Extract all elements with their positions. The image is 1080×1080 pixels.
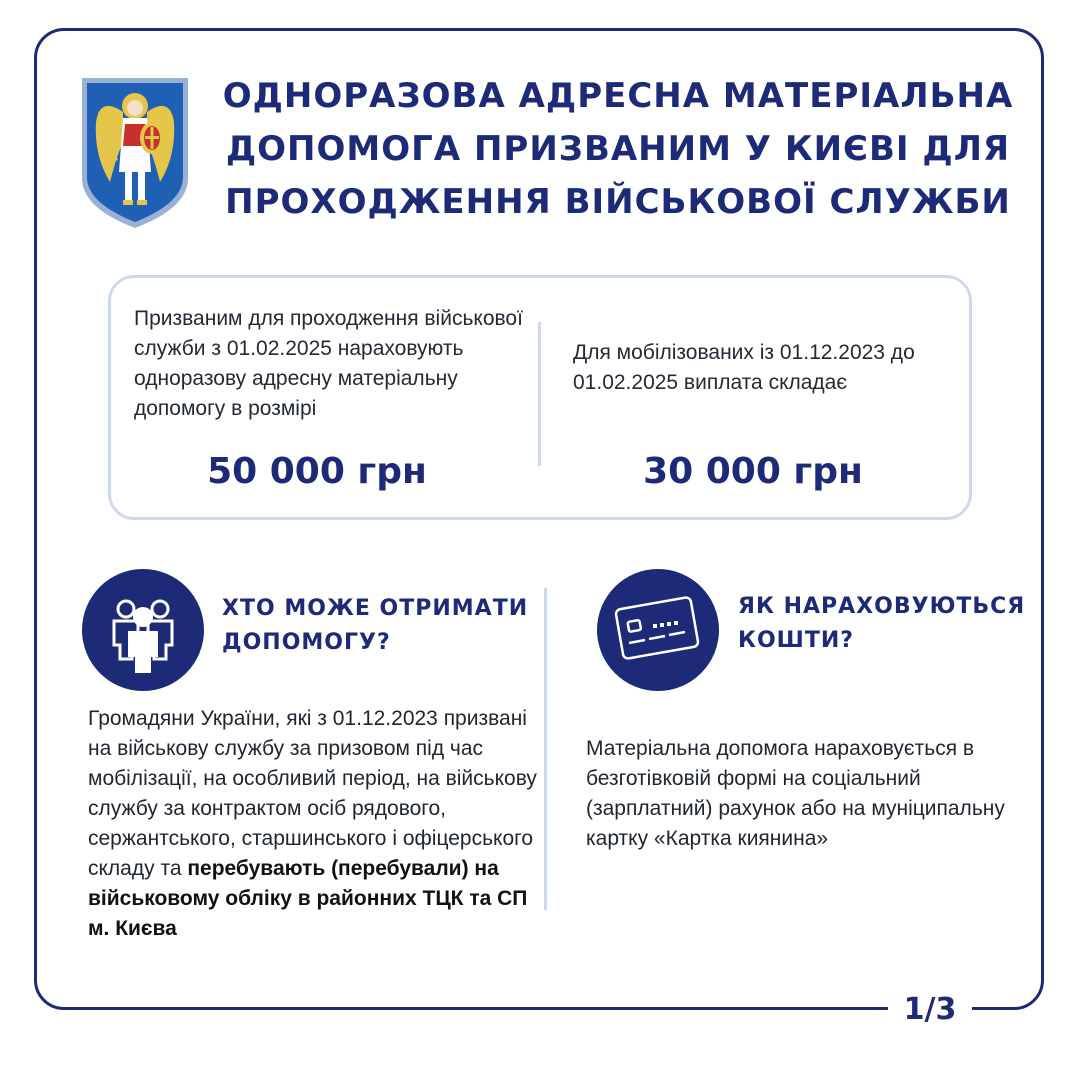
- page-title: ОДНОРАЗОВА АДРЕСНА МАТЕРІАЛЬНА ДОПОМОГА ПРИЗВАНИМ У КИЄВІ ДЛЯ ПРОХОДЖЕННЯ ВІЙСЬКОВОЇ СЛУЖБИ: [222, 76, 1014, 222]
- who-section-title: ХТО МОЖЕ ОТРИМАТИ ДОПОМОГУ?: [222, 596, 529, 655]
- bank-card-badge: [597, 569, 719, 691]
- who-section-text: [88, 704, 540, 944]
- kyiv-coat-of-arms-icon: [76, 74, 194, 232]
- how-section-title: ЯК НАРАХОВУЮТЬСЯ КОШТИ?: [738, 594, 1026, 653]
- how-section-text: Матеріальна допомога нараховується в безготівковій формі на соціальний (зарплатний) рахунок або на муніципальну картку «Картка киянина»: [586, 737, 1005, 850]
- column-divider: [544, 588, 547, 910]
- info-right-text: Для мобілізованих із 01.12.2023 до 01.02.2025 виплата складає: [573, 341, 915, 394]
- bank-card-icon: [597, 569, 719, 691]
- page-number: 1/3: [903, 992, 957, 1027]
- people-group-icon: [82, 569, 204, 691]
- people-group-badge: [82, 569, 204, 691]
- who-text-bold: перебувають (перебували) на військовому обліку в районних ТЦК та СП м. Києва: [88, 857, 528, 940]
- info-left-amount: 50 000 грн: [207, 451, 427, 492]
- info-right-amount: 30 000 грн: [643, 451, 863, 492]
- who-text-regular: Громадяни України, які з 01.12.2023 призвані на військову службу за призовом під час мобілізації, на особливий період, на військову службу за контрактом осіб рядового, сержантського, старшинського і офіцерського складу та: [88, 707, 537, 880]
- info-left-text: Призваним для проходження військової служби з 01.02.2025 нараховують одноразову адресну матеріальну допомогу в розмірі: [134, 307, 523, 420]
- info-divider: [538, 322, 541, 466]
